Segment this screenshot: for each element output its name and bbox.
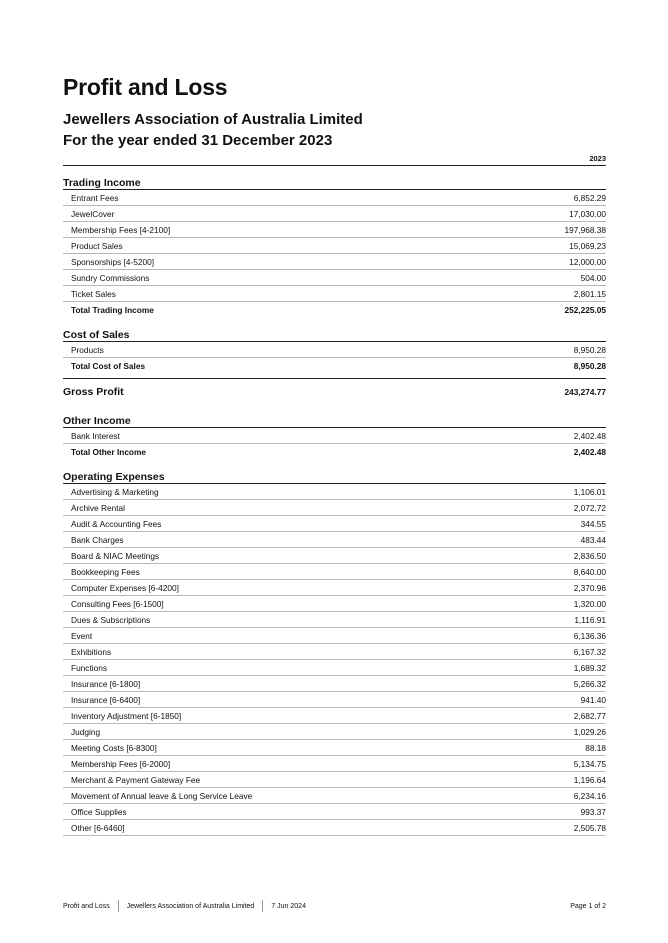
row-label: Exhibitions bbox=[71, 646, 112, 657]
row-label: Meeting Costs [6-8300] bbox=[71, 742, 157, 753]
row-amount: 6,136.36 bbox=[573, 630, 606, 641]
row-label: Dues & Subscriptions bbox=[71, 614, 151, 625]
row-amount: 2,505.78 bbox=[573, 822, 606, 833]
row-amount: 8,950.28 bbox=[573, 344, 606, 355]
column-header-year: 2023 bbox=[63, 154, 606, 166]
table-row bbox=[63, 788, 606, 804]
table-row bbox=[63, 548, 606, 564]
row-label: Board & NIAC Meetings bbox=[71, 550, 160, 561]
section-heading: Operating Expenses bbox=[63, 460, 606, 484]
row-amount: 504.00 bbox=[580, 272, 606, 283]
row-amount: 993.37 bbox=[580, 806, 606, 817]
row-amount: 2,801.15 bbox=[573, 288, 606, 299]
gross-profit-row bbox=[63, 378, 606, 404]
row-amount: 1,116.91 bbox=[574, 614, 606, 625]
row-amount: 1,320.00 bbox=[573, 598, 606, 609]
row-label: Audit & Accounting Fees bbox=[71, 518, 162, 529]
table-row bbox=[63, 564, 606, 580]
row-amount: 2,836.50 bbox=[573, 550, 606, 561]
table-row bbox=[63, 724, 606, 740]
row-label: Bank Charges bbox=[71, 534, 124, 545]
table-row bbox=[63, 676, 606, 692]
gross-profit-amount: 243,274.77 bbox=[564, 386, 606, 397]
footer-report-name: Profit and Loss bbox=[63, 902, 110, 910]
row-label: Archive Rental bbox=[71, 502, 125, 513]
row-amount: 941.40 bbox=[580, 694, 606, 705]
row-amount: 344.55 bbox=[580, 518, 606, 529]
footer-date: 7 Jun 2024 bbox=[271, 902, 306, 910]
footer-page-number: Page 1 of 2 bbox=[570, 902, 606, 910]
row-amount: 1,196.64 bbox=[573, 774, 606, 785]
footer-divider bbox=[118, 900, 119, 912]
page-footer bbox=[63, 900, 606, 912]
table-row bbox=[63, 708, 606, 724]
row-label: Other [6-6460] bbox=[71, 822, 125, 833]
section-total-row bbox=[63, 302, 606, 318]
row-label: Membership Fees [4-2100] bbox=[71, 224, 171, 235]
table-row bbox=[63, 270, 606, 286]
page-title: Profit and Loss bbox=[63, 74, 228, 100]
row-amount: 6,167.32 bbox=[573, 646, 606, 657]
table-row bbox=[63, 500, 606, 516]
section-heading: Other Income bbox=[63, 404, 606, 428]
table-row bbox=[63, 532, 606, 548]
row-label: Membership Fees [6-2000] bbox=[71, 758, 171, 769]
row-amount: 5,266.32 bbox=[573, 678, 606, 689]
table-row bbox=[63, 516, 606, 532]
report-table bbox=[63, 166, 606, 836]
row-label: Ticket Sales bbox=[71, 288, 116, 299]
row-label: Products bbox=[71, 344, 104, 355]
table-row bbox=[63, 756, 606, 772]
row-amount: 12,000.00 bbox=[569, 256, 606, 267]
row-amount: 6,852.29 bbox=[573, 192, 606, 203]
section-heading: Cost of Sales bbox=[63, 318, 606, 342]
table-row bbox=[63, 772, 606, 788]
section-heading: Trading Income bbox=[63, 166, 606, 190]
row-label: Movement of Annual leave & Long Service Leave bbox=[71, 790, 253, 801]
row-label: Inventory Adjustment [6-1850] bbox=[71, 710, 182, 721]
row-amount: 1,029.26 bbox=[573, 726, 606, 737]
table-row bbox=[63, 644, 606, 660]
row-label: Product Sales bbox=[71, 240, 123, 251]
row-amount: 6,234.16 bbox=[573, 790, 606, 801]
table-row bbox=[63, 692, 606, 708]
row-amount: 2,682.77 bbox=[573, 710, 606, 721]
row-label: Event bbox=[71, 630, 93, 641]
row-label: Computer Expenses [6-4200] bbox=[71, 582, 179, 593]
row-amount: 2,072.72 bbox=[573, 502, 606, 513]
row-label: Bank Interest bbox=[71, 430, 120, 441]
table-row bbox=[63, 804, 606, 820]
row-amount: 1,689.32 bbox=[573, 662, 606, 673]
row-amount: 17,030.00 bbox=[569, 208, 606, 219]
row-label: Consulting Fees [6-1500] bbox=[71, 598, 164, 609]
row-label: Functions bbox=[71, 662, 107, 673]
table-row bbox=[63, 820, 606, 836]
table-row bbox=[63, 484, 606, 500]
table-row bbox=[63, 238, 606, 254]
table-row bbox=[63, 660, 606, 676]
table-row bbox=[63, 580, 606, 596]
total-label: Total Other Income bbox=[71, 447, 146, 457]
row-label: Merchant & Payment Gateway Fee bbox=[71, 774, 201, 785]
row-amount: 15,069.23 bbox=[569, 240, 606, 251]
table-row bbox=[63, 190, 606, 206]
total-label: Total Cost of Sales bbox=[71, 361, 146, 371]
row-label: Advertising & Marketing bbox=[71, 486, 159, 497]
table-row bbox=[63, 222, 606, 238]
table-row bbox=[63, 628, 606, 644]
row-label: Entrant Fees bbox=[71, 192, 119, 203]
total-label: Total Trading Income bbox=[71, 305, 154, 315]
row-amount: 1,106.01 bbox=[573, 486, 606, 497]
gross-profit-label: Gross Profit bbox=[63, 385, 124, 398]
table-row bbox=[63, 612, 606, 628]
total-amount: 2,402.48 bbox=[573, 447, 606, 457]
section-total-row bbox=[63, 358, 606, 374]
row-label: JewelCover bbox=[71, 208, 115, 219]
row-label: Bookkeeping Fees bbox=[71, 566, 140, 577]
row-amount: 5,134.75 bbox=[573, 758, 606, 769]
row-amount: 8,640.00 bbox=[573, 566, 606, 577]
row-amount: 88.18 bbox=[585, 742, 606, 753]
row-label: Judging bbox=[71, 726, 101, 737]
table-row bbox=[63, 254, 606, 270]
row-label: Insurance [6-1800] bbox=[71, 678, 141, 689]
row-amount: 2,370.96 bbox=[573, 582, 606, 593]
report-period: For the year ended 31 December 2023 bbox=[63, 132, 333, 149]
footer-divider bbox=[262, 900, 263, 912]
footer-organisation: Jewellers Association of Australia Limited bbox=[126, 902, 255, 910]
row-label: Office Supplies bbox=[71, 806, 127, 817]
table-row bbox=[63, 206, 606, 222]
table-row bbox=[63, 342, 606, 358]
row-amount: 483.44 bbox=[580, 534, 606, 545]
row-amount: 197,968.38 bbox=[564, 224, 606, 235]
table-row bbox=[63, 428, 606, 444]
table-row bbox=[63, 596, 606, 612]
section-total-row bbox=[63, 444, 606, 460]
row-label: Insurance [6-6400] bbox=[71, 694, 141, 705]
organisation-name: Jewellers Association of Australia Limited bbox=[63, 111, 363, 128]
total-amount: 252,225.05 bbox=[564, 305, 606, 315]
total-amount: 8,950.28 bbox=[573, 361, 606, 371]
table-row bbox=[63, 286, 606, 302]
table-row bbox=[63, 740, 606, 756]
row-label: Sundry Commissions bbox=[71, 272, 150, 283]
row-amount: 2,402.48 bbox=[573, 430, 606, 441]
row-label: Sponsorships [4-5200] bbox=[71, 256, 155, 267]
